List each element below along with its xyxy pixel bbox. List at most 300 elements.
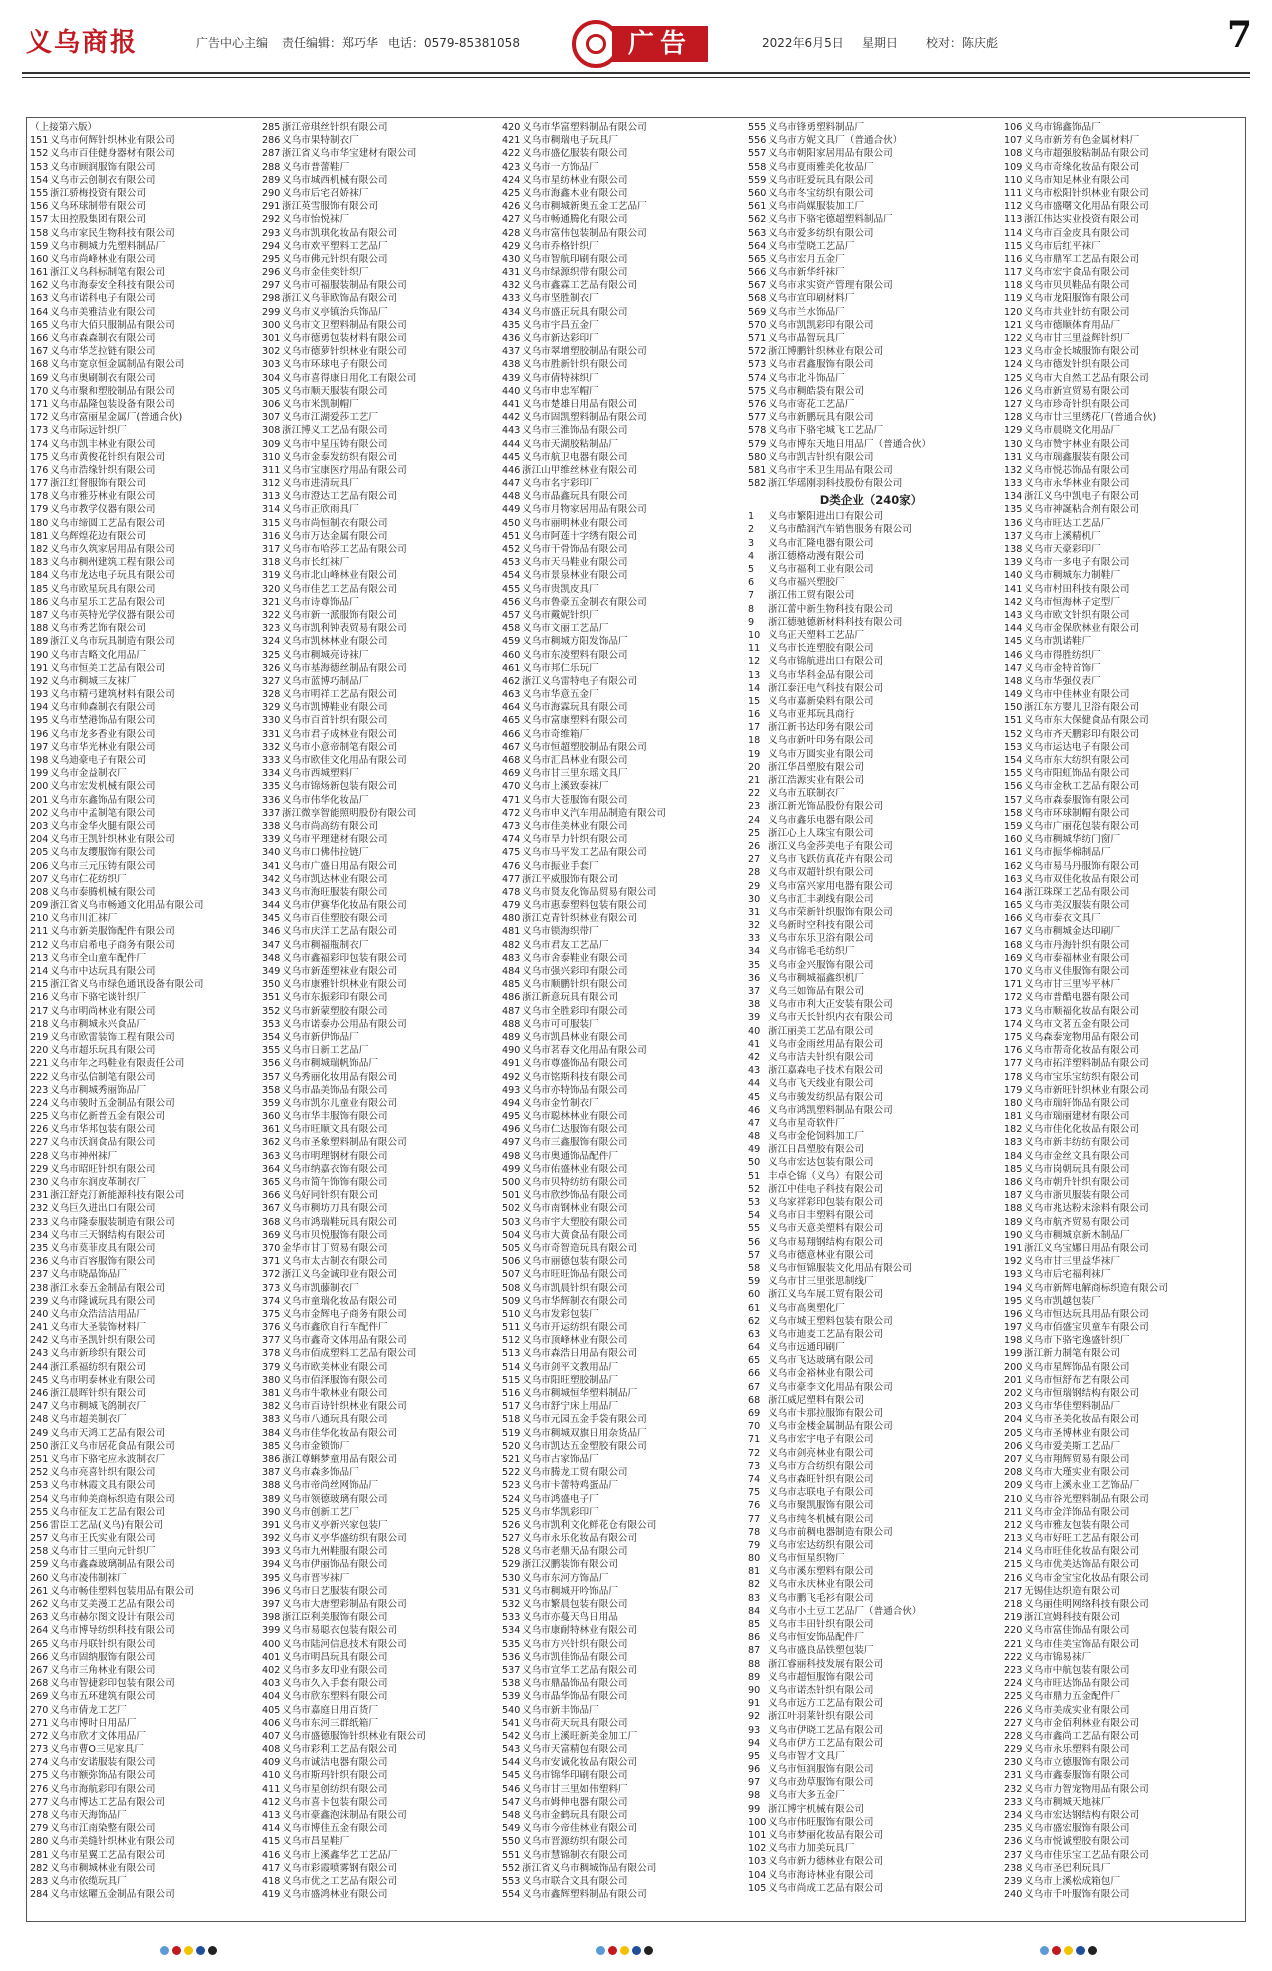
company-entry: [262, 583, 492, 596]
company-entry: [30, 1849, 252, 1862]
company-name: 义乌市尊盛饰品有限公司: [522, 1058, 628, 1070]
company-name: 义乌市奇缘化妆品有限公司: [1024, 161, 1140, 173]
company-entry: [30, 213, 252, 226]
company-entry: [502, 1005, 738, 1018]
company-name: 义乌市庆洋工艺品有限公司: [282, 926, 398, 938]
company-name: 义乌市佰泽服饰有限公司: [282, 1374, 388, 1386]
entry-number: 489: [502, 1031, 521, 1043]
company-name: 义乌市君子成林业有限公司: [282, 728, 398, 740]
entry-number: 522: [502, 1467, 521, 1479]
company-name: 义乌市中孟制笔有限公司: [50, 807, 156, 819]
company-name: 义乌市欧文针织有限公司: [1024, 609, 1130, 621]
company-entry: [502, 147, 738, 160]
company-entry: [748, 266, 994, 279]
masthead: [0, 0, 1272, 92]
entry-number: 11: [748, 643, 761, 655]
company-name: 义乌市凯利钟表贸易有限公司: [282, 623, 407, 635]
company-entry: [262, 503, 492, 516]
company-entry: [748, 1222, 994, 1235]
entry-number: 362: [262, 1137, 281, 1149]
company-entry: [502, 1440, 738, 1453]
company-name: 义乌市陆河信息技术有限公司: [282, 1638, 407, 1650]
company-name: 义乌市海泰安全科技有限公司: [50, 280, 175, 292]
company-entry: [502, 1585, 738, 1598]
entry-number: 187: [30, 609, 49, 621]
company-entry: [502, 1849, 738, 1862]
entry-number: 502: [502, 1203, 521, 1215]
company-name: 义乌市森泰服饰有限公司: [1024, 794, 1130, 806]
company-name: 义乌市超强胶粘制品有限公司: [1024, 148, 1149, 160]
entry-number: 564: [748, 240, 767, 252]
company-entry: [30, 1677, 252, 1690]
proofreader: 校对：陈庆彪: [926, 36, 999, 50]
company-entry: [262, 1163, 492, 1176]
entry-number: 42: [748, 1051, 761, 1063]
entry-number: 382: [262, 1401, 281, 1413]
company-entry: [1004, 1730, 1242, 1743]
company-entry: [502, 503, 738, 516]
company-name: 义乌市稠城亮诗袜厂: [282, 649, 369, 661]
entry-number: 134: [1004, 491, 1023, 503]
company-entry: [262, 1822, 492, 1835]
company-entry: [1004, 517, 1242, 530]
company-entry: [262, 886, 492, 899]
company-name: 义乌市甘三里益华袜厂: [1024, 1256, 1120, 1268]
entry-number: 184: [1004, 1150, 1023, 1162]
company-entry: [30, 912, 252, 925]
company-name: 义乌市鸿瑞鞋玩具有限公司: [282, 1216, 398, 1228]
company-name: 义乌市全山童车配件厂: [50, 952, 146, 964]
entry-number: 207: [1004, 1453, 1023, 1465]
company-entry: [502, 1268, 738, 1281]
entry-number: 494: [502, 1097, 521, 1109]
entry-number: 37: [748, 986, 761, 997]
company-name: 义乌市稠瑞电子玩具厂: [522, 135, 618, 147]
company-name: 义乌市新一派服饰有限公司: [282, 609, 398, 621]
entry-number: 185: [1004, 1163, 1023, 1175]
company-name: 义乌市凯丰林业有限公司: [50, 438, 156, 450]
company-name: 义乌市阿莲十字绣有限公司: [522, 530, 638, 542]
company-entry: [502, 1638, 738, 1651]
entry-number: 514: [502, 1361, 521, 1373]
company-entry: [262, 1189, 492, 1202]
company-name: 义乌市米凯制帽厂: [282, 398, 359, 410]
color-dot-icon: [632, 1946, 641, 1955]
company-name: 义乌市畅通腾化有限公司: [522, 214, 628, 226]
company-name: 义乌市荷天玩具有限公司: [522, 1717, 628, 1729]
company-entry: [748, 616, 994, 629]
company-name: 义乌市西城塑料厂: [282, 768, 359, 780]
entry-number: 12: [748, 656, 761, 668]
company-entry: [502, 332, 738, 345]
company-name: 义乌市星奇软件厂: [768, 1117, 845, 1129]
company-name: 义乌市双超针织有限公司: [768, 867, 874, 879]
company-entry: [748, 1038, 994, 1051]
company-entry: [1004, 424, 1242, 437]
entry-number: 175: [30, 451, 49, 463]
company-entry: [748, 1631, 994, 1644]
company-name: 义乌市固纳服饰有限公司: [50, 1651, 156, 1663]
company-name: 义乌市劲草服饰有限公司: [768, 1777, 874, 1789]
entry-number: 196: [30, 728, 49, 740]
entry-number: 253: [30, 1480, 49, 1492]
company-entry: [1004, 1875, 1242, 1888]
company-name: 义乌市宣华工艺品有限公司: [522, 1664, 638, 1676]
company-name: 义乌市炫曜五金制品有限公司: [50, 1889, 175, 1901]
entry-number: 122: [1004, 333, 1023, 344]
entry-number: 167: [1004, 926, 1023, 938]
company-entry: [30, 767, 252, 780]
entry-number: 327: [262, 675, 281, 687]
company-name: 义乌市卡蕾特鸡蛋品厂: [522, 1480, 618, 1492]
entry-number: 340: [262, 847, 281, 859]
company-entry: [30, 952, 252, 965]
company-name: 义乌市环球电子有限公司: [282, 359, 388, 371]
company-name: 义乌市九州鞋服有限公司: [282, 1546, 388, 1558]
company-name: 义乌市莫菲皮具有限公司: [50, 1242, 156, 1254]
company-entry: [30, 332, 252, 345]
company-entry: [502, 873, 738, 886]
company-name: 义乌好同针织有限公司: [282, 1190, 378, 1202]
newspaper-logo: 义乌商报: [26, 28, 139, 58]
entry-number: 150: [1004, 702, 1023, 714]
company-name: 浙江红督服饰有限公司: [50, 478, 146, 490]
company-entry: [1004, 662, 1242, 675]
company-entry: [502, 1677, 738, 1690]
company-entry: [262, 490, 492, 503]
company-entry: [1004, 358, 1242, 371]
company-entry: [1004, 1466, 1242, 1479]
entry-number: 534: [502, 1625, 521, 1637]
company-name: 义乌市神誕粘合剂有限公司: [1024, 504, 1140, 516]
company-entry: [1004, 728, 1242, 741]
company-entry: [748, 1091, 994, 1104]
entry-number: 464: [502, 702, 521, 714]
company-entry: [502, 609, 738, 622]
company-entry: [502, 833, 738, 846]
company-name: 义乌市美汉服装有限公司: [1024, 900, 1130, 912]
entry-number: 408: [262, 1744, 281, 1756]
company-entry: [30, 1005, 252, 1018]
company-entry: [30, 530, 252, 543]
company-name: 义乌市金佳奕针织厂: [282, 267, 369, 279]
company-entry: [502, 372, 738, 385]
company-name: 义乌市童瑞化妆品有限公司: [282, 1295, 398, 1307]
entry-number: 213: [30, 952, 49, 964]
entry-number: 307: [262, 412, 281, 424]
company-name: 义乌三如饰品有限公司: [768, 986, 864, 997]
company-entry: [30, 1545, 252, 1558]
company-name: 义乌市尚成工艺品有限公司: [768, 1882, 884, 1894]
company-name: 义乌市福兴塑胶厂: [768, 577, 845, 589]
entry-number: 149: [1004, 689, 1023, 701]
company-name: 义乌市金裕林业有限公司: [768, 1368, 874, 1380]
company-name: 义乌市丽德包装有限公司: [522, 1256, 628, 1268]
entry-number: 372: [262, 1269, 281, 1281]
company-entry: [262, 438, 492, 451]
company-name: 义乌市新芳有色金属材料厂: [1024, 135, 1140, 147]
company-entry: [30, 411, 252, 424]
company-entry: [748, 748, 994, 761]
company-name: 义乌市森森制衣有限公司: [50, 333, 156, 344]
color-dot-icon: [172, 1946, 181, 1955]
entry-number: 245: [30, 1374, 49, 1386]
entry-number: 57: [748, 1249, 761, 1261]
entry-number: 15: [748, 695, 761, 707]
company-entry: [748, 1143, 994, 1156]
entry-number: 100: [748, 1816, 767, 1828]
entry-number: 44: [748, 1078, 761, 1090]
company-name: 义乌市老鼎天品有限公司: [522, 1546, 628, 1558]
entry-number: 246: [30, 1388, 49, 1399]
company-name: 义乌市朝阳家居用品有限公司: [768, 148, 893, 160]
company-name: 义乌市甘三里岑平林厂: [1024, 979, 1120, 991]
company-entry: [262, 1031, 492, 1044]
company-name: 义乌市锦航进出口有限公司: [768, 656, 884, 668]
company-name: 义乌市上溪永业工艺饰品厂: [1024, 1480, 1140, 1492]
entry-number: 337: [262, 807, 281, 819]
company-entry: [30, 161, 252, 174]
entry-number: 221: [1004, 1638, 1023, 1650]
company-name: 义乌市凯越包装厂: [1024, 1295, 1101, 1307]
company-name: 义乌市下骆宅应永波制衣厂: [50, 1453, 166, 1465]
company-name: 义乌市缔圆工艺品有限公司: [50, 517, 166, 529]
company-entry: [262, 358, 492, 371]
company-entry: [748, 1420, 994, 1433]
company-name: 浙江义乌宝娜日用品有限公司: [1024, 1242, 1149, 1254]
company-entry: [502, 543, 738, 556]
company-entry: [1004, 556, 1242, 569]
entry-number: 40: [748, 1025, 761, 1037]
entry-number: 223: [30, 1084, 49, 1096]
entry-number: 214: [1004, 1546, 1023, 1558]
company-entry: [748, 253, 994, 266]
company-name: 义乌市瑞丽建材有限公司: [1024, 1111, 1130, 1123]
company-entry: [1004, 1664, 1242, 1677]
entry-number: 417: [262, 1862, 281, 1874]
company-entry: [502, 1624, 738, 1637]
company-entry: [502, 477, 738, 490]
company-name: 义乌市德勇包装材料有限公司: [282, 333, 407, 344]
entry-number: 351: [262, 992, 281, 1004]
company-entry: [748, 292, 994, 305]
company-entry: [502, 1044, 738, 1057]
entry-number: 120: [1004, 306, 1023, 318]
company-entry: [502, 187, 738, 200]
company-entry: [1004, 490, 1242, 503]
company-name: 义乌市百佳健身器材有限公司: [50, 148, 175, 160]
company-entry: [262, 846, 492, 859]
company-name: 义乌市斯玛针织有限公司: [282, 1770, 388, 1782]
company-entry: [502, 1756, 738, 1769]
entry-number: 336: [262, 794, 281, 806]
company-entry: [262, 398, 492, 411]
company-name: 雷臣工艺品(义乌)有限公司: [50, 1519, 164, 1531]
company-name: 义乌市凯林林业有限公司: [282, 636, 388, 648]
entry-number: 233: [1004, 1796, 1023, 1808]
entry-number: 376: [262, 1322, 281, 1334]
company-name: 义乌市金锁饰厂: [282, 1440, 350, 1452]
company-entry: [262, 1875, 492, 1888]
company-entry: [30, 1071, 252, 1084]
entry-number: 32: [748, 920, 761, 932]
company-name: 义乌市齐天鹏彩印有限公司: [1024, 728, 1140, 740]
company-name: 义乌市浙贝服装有限公司: [1024, 1190, 1130, 1202]
company-name: 义乌市龙多香业有限公司: [50, 728, 156, 740]
company-entry: [502, 965, 738, 978]
company-name: 义乌市中航包装有限公司: [1024, 1664, 1130, 1676]
company-name: 义乌市宏发机械有限公司: [50, 781, 156, 793]
entry-number: 202: [1004, 1388, 1023, 1399]
entry-number: 390: [262, 1506, 281, 1518]
company-entry: [748, 477, 994, 490]
company-name: 义乌市尚峰林业有限公司: [50, 253, 156, 265]
entry-number: 520: [502, 1440, 521, 1452]
entry-number: 205: [1004, 1427, 1023, 1439]
entry-number: 186: [1004, 1177, 1023, 1188]
entry-number: 71: [748, 1434, 761, 1446]
company-entry: [1004, 240, 1242, 253]
entry-number: 356: [262, 1058, 281, 1070]
company-entry: [262, 1493, 492, 1506]
entry-number: 35: [748, 959, 761, 971]
company-entry: [502, 1150, 738, 1163]
company-name: 义乌市东河方饰品厂: [522, 1572, 609, 1584]
company-entry: [502, 886, 738, 899]
company-entry: [748, 550, 994, 563]
color-dot-icon: [1064, 1946, 1073, 1955]
company-entry: [502, 1163, 738, 1176]
entry-number: 109: [1004, 161, 1023, 173]
company-entry: [30, 728, 252, 741]
company-entry: [30, 240, 252, 253]
entry-number: 377: [262, 1335, 281, 1347]
entry-number: 452: [502, 544, 521, 555]
company-entry: [748, 1855, 994, 1868]
entry-number: 491: [502, 1058, 521, 1070]
company-entry: [30, 635, 252, 648]
entry-number: 398: [262, 1612, 281, 1624]
company-name: 义乌市诺泰办公用品有限公司: [282, 1018, 407, 1030]
company-name: 义乌市东大纺织有限公司: [1024, 755, 1130, 766]
page-number: 7: [1226, 14, 1252, 56]
entry-number: 133: [1004, 478, 1023, 490]
company-entry: [30, 187, 252, 200]
company-entry: [262, 1255, 492, 1268]
color-dot-icon: [596, 1946, 605, 1955]
company-entry: [1004, 1493, 1242, 1506]
company-entry: [262, 1572, 492, 1585]
company-entry: [748, 1473, 994, 1486]
entry-number: 201: [1004, 1374, 1023, 1386]
entry-number: 154: [1004, 755, 1023, 766]
company-entry: [262, 253, 492, 266]
company-name: 义乌市五联制衣厂: [768, 788, 845, 800]
entry-number: 132: [1004, 464, 1023, 476]
company-name: 义乌市名宇彩印厂: [522, 478, 599, 490]
entry-number: 188: [30, 623, 49, 635]
entry-number: 24: [748, 814, 761, 826]
company-name: 义乌市盛宏服饰有限公司: [1024, 1823, 1130, 1835]
company-entry: [748, 1710, 994, 1723]
company-name: 义乌市长连塑胶有限公司: [768, 643, 874, 655]
company-name: 义乌市王氏实业有限公司: [50, 1533, 156, 1545]
company-name: 义乌市飞天线业有限公司: [768, 1078, 874, 1090]
company-name: 义乌市盛良品铁塑包装厂: [768, 1645, 874, 1657]
company-entry: [748, 576, 994, 589]
entry-number: 159: [30, 240, 49, 252]
phone: 电话：0579-85381058: [388, 36, 520, 50]
company-entry: [262, 517, 492, 530]
company-name: 义乌市新宣贸易有限公司: [1024, 385, 1130, 397]
company-entry: [1004, 319, 1242, 332]
entry-number: 212: [30, 939, 49, 951]
company-name: 义乌市牛歌林业有限公司: [282, 1388, 388, 1399]
entry-number: 208: [30, 886, 49, 898]
entry-number: 443: [502, 425, 521, 437]
company-name: 义乌市天富精包有限公司: [522, 1744, 628, 1756]
company-name: 义乌市美成实业有限公司: [1024, 1704, 1130, 1716]
entry-number: 553: [502, 1875, 521, 1887]
entry-number: 397: [262, 1599, 281, 1610]
company-entry: [1004, 754, 1242, 767]
entry-number: 165: [30, 319, 49, 331]
company-name: 义乌市长红袜厂: [282, 557, 350, 569]
company-entry: [502, 1321, 738, 1334]
company-entry: [262, 1216, 492, 1229]
company-name: 义乌市城西机械有限公司: [282, 174, 388, 186]
entry-number: 6: [748, 577, 755, 589]
company-entry: [748, 1829, 994, 1842]
company-name: 义乌市远方工艺品有限公司: [768, 1698, 884, 1710]
company-entry: [30, 134, 252, 147]
entry-number: 357: [262, 1071, 281, 1083]
entry-number: 159: [1004, 820, 1023, 832]
company-name: 义乌市海旺服装有限公司: [282, 886, 388, 898]
company-entry: [748, 1077, 994, 1090]
company-name: 义乌市康雅针织林业有限公司: [282, 979, 407, 991]
entry-number: 182: [30, 544, 49, 555]
company-entry: [30, 925, 252, 938]
company-entry: [262, 134, 492, 147]
entry-number: 326: [262, 662, 281, 674]
company-name: 义乌市申忠军帽厂: [522, 385, 599, 397]
entry-number: 189: [30, 636, 49, 648]
company-name: 义乌市昌星鞋厂: [282, 1836, 350, 1848]
company-name: 义乌市今帝佳林业有限公司: [522, 1823, 638, 1835]
entry-number: 401: [262, 1651, 281, 1663]
entry-number: 27: [748, 854, 761, 866]
company-entry: [30, 1611, 252, 1624]
company-entry: [30, 1690, 252, 1703]
entry-number: 370: [262, 1242, 281, 1254]
company-name: 义乌市鑫泰服饰有限公司: [1024, 1770, 1130, 1782]
company-entry: [262, 1796, 492, 1809]
company-name: 义乌市珍奇针织有限公司: [1024, 398, 1130, 410]
company-entry: [1004, 1268, 1242, 1281]
company-name: 义乌市骏发纺织品有限公司: [768, 1091, 884, 1103]
entry-number: 538: [502, 1678, 521, 1690]
entry-number: 78: [748, 1526, 761, 1538]
entry-number: 264: [30, 1625, 49, 1637]
company-entry: [1004, 1084, 1242, 1097]
entry-number: 203: [1004, 1401, 1023, 1413]
company-name: 义乌市瑞鑫服装有限公司: [1024, 451, 1130, 463]
company-name: 义乌市新达彩印厂: [522, 333, 599, 344]
company-name: 义乌市稠城金达印刷厂: [1024, 926, 1120, 938]
company-name: 义乌市德意林业有限公司: [768, 1249, 874, 1261]
company-entry: [502, 925, 738, 938]
